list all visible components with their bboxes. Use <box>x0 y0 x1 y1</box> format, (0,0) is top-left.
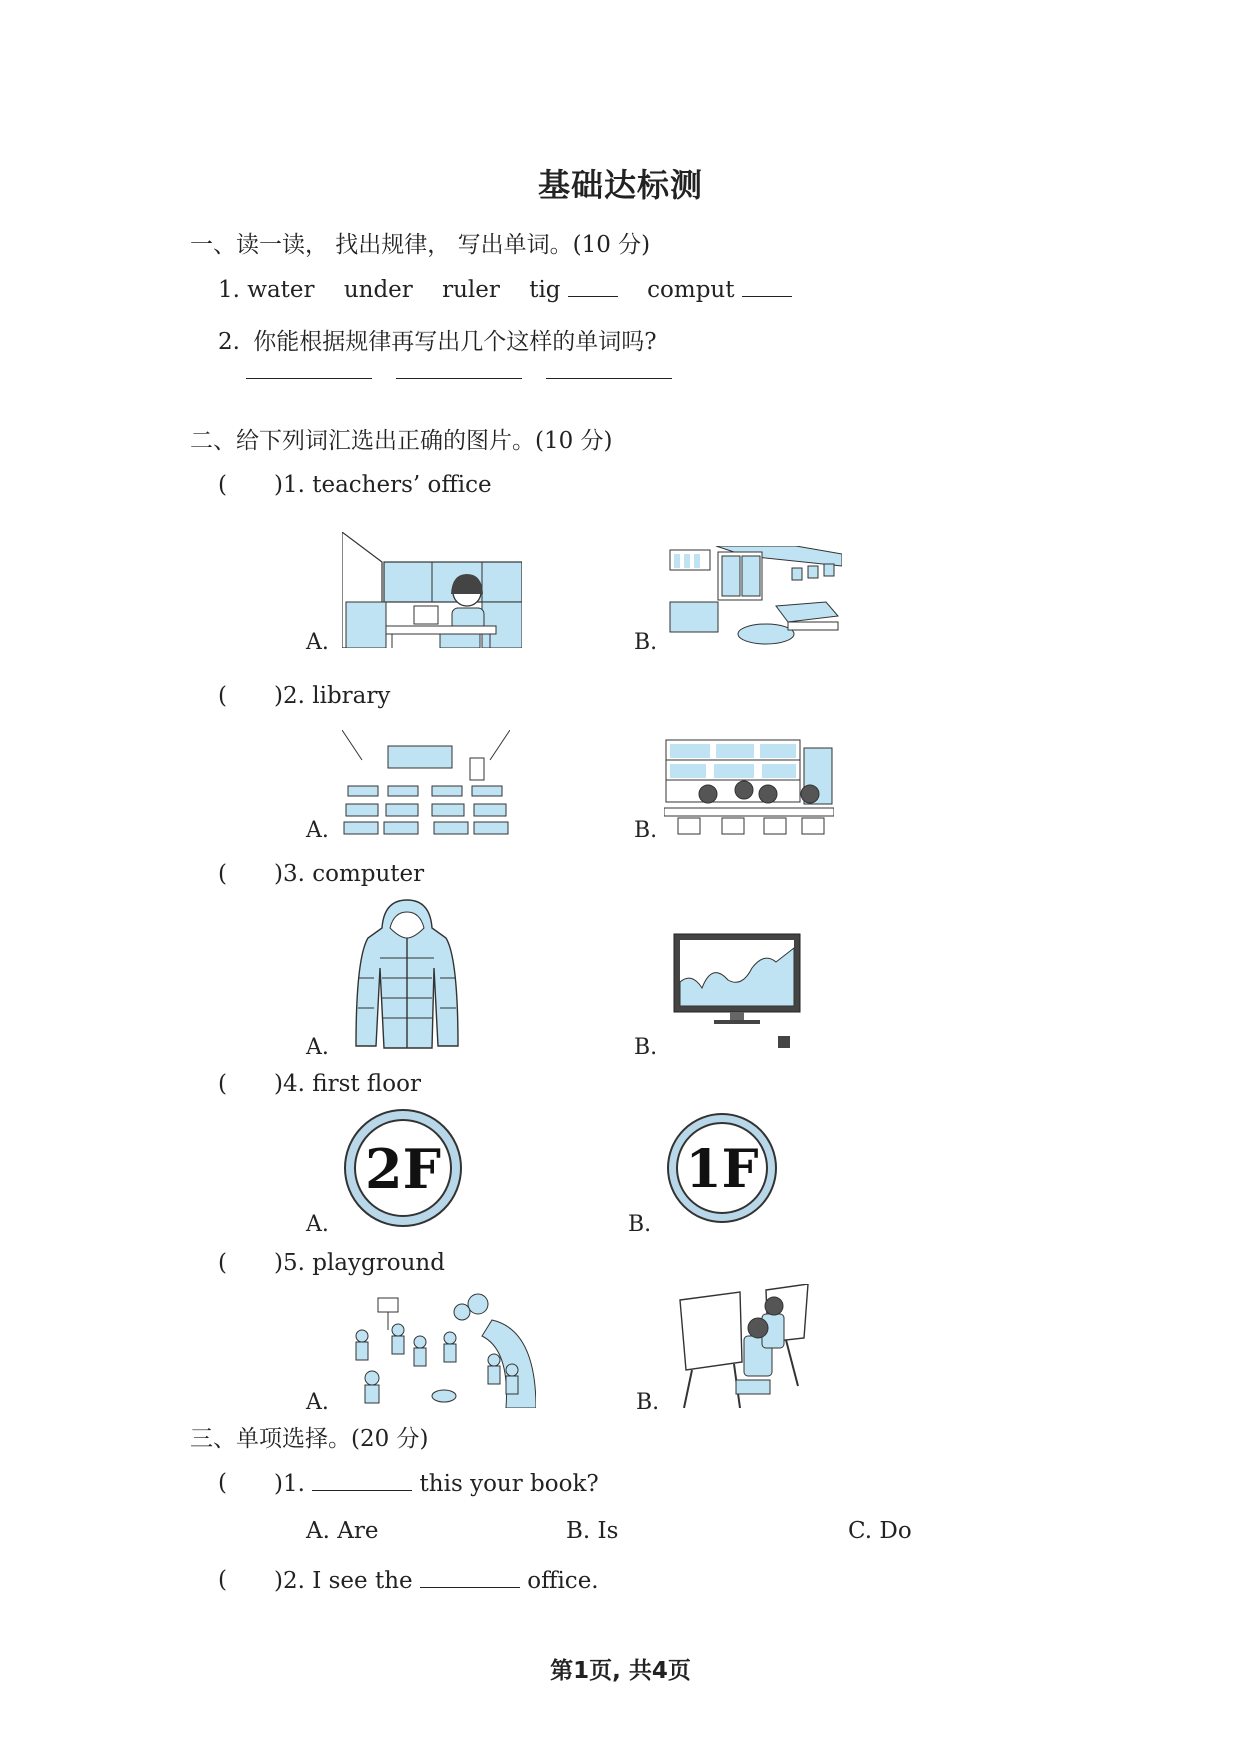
word-ruler: ruler <box>442 277 500 303</box>
item4-option-b[interactable]: B. <box>628 1212 652 1237</box>
item2-option-b[interactable]: B. <box>634 818 658 843</box>
jacket-picture[interactable] <box>354 898 460 1050</box>
word-under: under <box>343 277 413 303</box>
item3-option-b[interactable]: B. <box>634 1035 658 1060</box>
answer-paren-4[interactable]: ( <box>218 1071 227 1097</box>
s1-q2-num: 2. <box>218 329 240 355</box>
item2-label: )2. library <box>274 683 391 709</box>
page-title: 基础达标测 <box>537 166 703 204</box>
s3-q1-text: this your book? <box>419 1471 599 1497</box>
s3-q2-line <box>274 1567 599 1594</box>
section3-heading: 三、单项选择。(20 分) <box>190 1426 429 1452</box>
s3-q2-text: office. <box>527 1568 599 1594</box>
playground-picture[interactable] <box>342 1290 536 1408</box>
classroom-picture[interactable] <box>342 730 510 836</box>
s3-q2-blank[interactable] <box>420 1567 520 1588</box>
1f-badge-picture[interactable] <box>666 1112 778 1224</box>
item3-label: )3. computer <box>274 861 425 887</box>
s3-q2-num: )2. I see the <box>274 1568 413 1594</box>
s3-q1-blank[interactable] <box>312 1470 412 1491</box>
page-footer: 第1页, 共4页 <box>550 1658 691 1684</box>
bedroom-picture[interactable] <box>666 546 842 648</box>
s3-q1-option-a[interactable]: A. Are <box>306 1518 379 1544</box>
word-tig: tig <box>529 277 561 303</box>
answer-paren-2[interactable]: ( <box>218 683 227 709</box>
svg-text:2F: 2F <box>365 1137 441 1201</box>
word-water: water <box>247 277 315 303</box>
s3-q1-option-c[interactable]: C. Do <box>848 1518 912 1544</box>
word-comput: comput <box>647 277 735 303</box>
item5-label: )5. playground <box>274 1250 445 1276</box>
item4-option-a[interactable]: A. <box>306 1212 329 1237</box>
2f-badge-picture[interactable] <box>342 1107 464 1229</box>
answer-blank-3[interactable] <box>546 378 672 379</box>
svg-text:1F: 1F <box>685 1139 759 1200</box>
answer-paren-1[interactable]: ( <box>218 472 227 498</box>
teachers-office-picture[interactable] <box>342 532 522 648</box>
s1-q1-line <box>218 276 792 303</box>
item5-option-a[interactable]: A. <box>306 1390 329 1415</box>
s1-q2-text: 你能根据规律再写出几个这样的单词吗? <box>253 329 657 355</box>
item1-option-a[interactable]: A. <box>306 630 329 655</box>
item3-option-a[interactable]: A. <box>306 1035 329 1060</box>
s1-q2-line <box>218 323 657 356</box>
section1-heading: 一、读一读， 找出规律， 写出单词。(10 分) <box>190 232 651 258</box>
section2-heading: 二、给下列词汇选出正确的图片。(10 分) <box>190 428 613 454</box>
item4-label: )4. first floor <box>274 1071 421 1097</box>
answer-blank-2[interactable] <box>396 378 522 379</box>
s3-q1-line <box>274 1470 599 1497</box>
item1-option-b[interactable]: B. <box>634 630 658 655</box>
blank-tig[interactable] <box>568 276 618 297</box>
item2-option-a[interactable]: A. <box>306 818 329 843</box>
art-room-picture[interactable] <box>678 1284 810 1408</box>
answer-paren-s3-1[interactable]: ( <box>218 1470 227 1496</box>
s1-q1-num: 1. <box>218 277 240 303</box>
library-picture[interactable] <box>664 738 834 836</box>
answer-paren-s3-2[interactable]: ( <box>218 1567 227 1593</box>
item1-label: )1. teachers’ office <box>274 472 492 498</box>
computer-picture[interactable] <box>672 932 804 1048</box>
answer-blank-1[interactable] <box>246 378 372 379</box>
blank-comput[interactable] <box>742 276 792 297</box>
answer-paren-3[interactable]: ( <box>218 861 227 887</box>
s3-q1-option-b[interactable]: B. Is <box>566 1518 619 1544</box>
answer-paren-5[interactable]: ( <box>218 1250 227 1276</box>
s3-q1-num: )1. <box>274 1471 305 1497</box>
item5-option-b[interactable]: B. <box>636 1390 660 1415</box>
